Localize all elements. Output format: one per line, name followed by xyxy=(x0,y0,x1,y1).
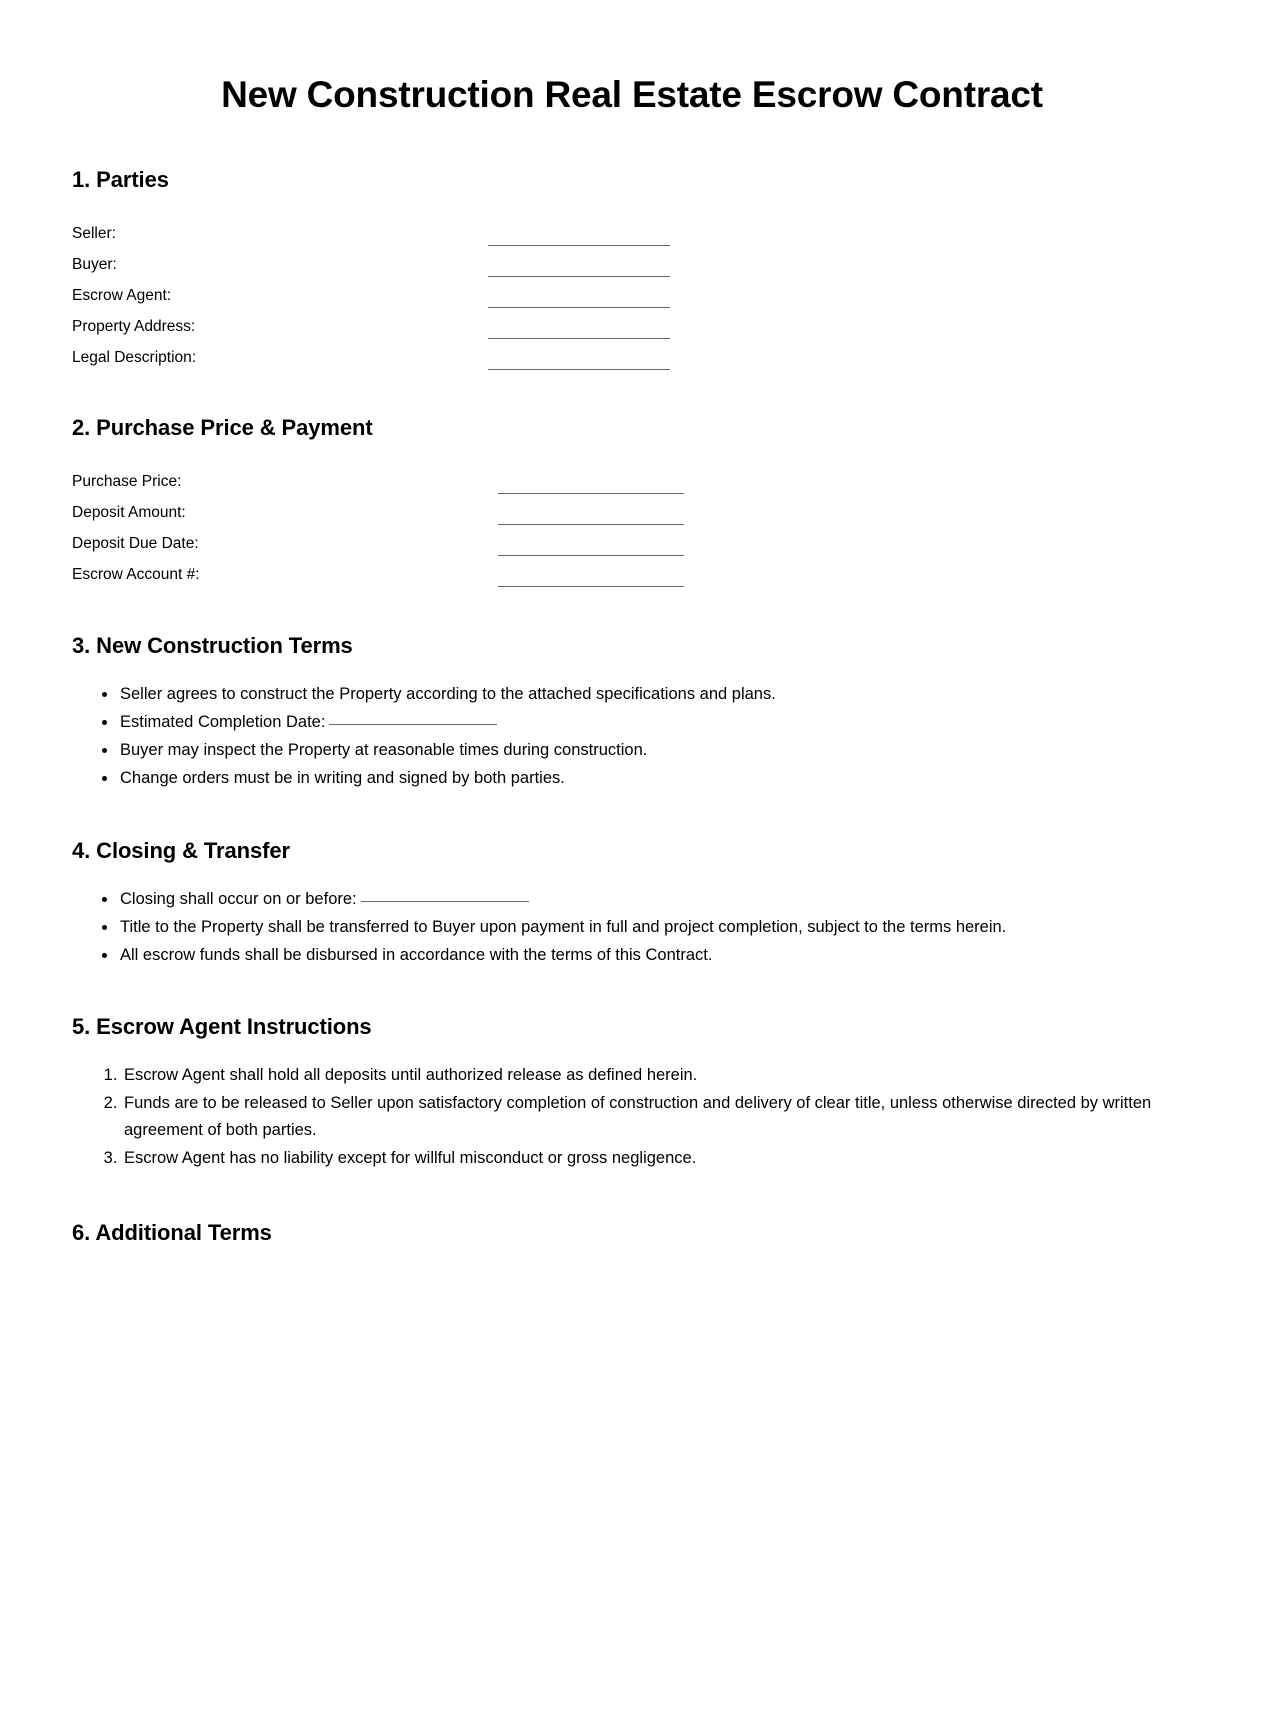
field-row-seller xyxy=(72,218,1192,249)
inline-blank-estimated-completion-date[interactable] xyxy=(329,724,497,725)
field-row-escrow-agent xyxy=(72,280,1192,311)
list-item xyxy=(118,681,1192,708)
field-row-purchase-price xyxy=(72,466,1192,497)
field-row-legal-description xyxy=(72,342,1192,373)
list-item xyxy=(118,914,1192,941)
field-label-buyer: Buyer: xyxy=(72,255,117,273)
field-blank-buyer[interactable] xyxy=(488,276,670,277)
list-item xyxy=(118,886,1192,913)
list-item-text: Title to the Property shall be transferred to Buyer upon payment in full and project completion, subject to the terms herein. xyxy=(120,917,1007,936)
field-label-seller: Seller: xyxy=(72,224,116,242)
page-title: New Construction Real Estate Escrow Contract xyxy=(221,74,1043,115)
section-heading-purchase-price-payment: 2. Purchase Price & Payment xyxy=(72,414,373,440)
closing-transfer-list xyxy=(72,864,1192,969)
list-item xyxy=(118,737,1192,764)
purchase-field-list xyxy=(72,441,1192,590)
field-blank-deposit-amount[interactable] xyxy=(498,524,684,525)
field-label-legal-description: Legal Description: xyxy=(72,348,197,366)
section-heading-new-construction-terms: 3. New Construction Terms xyxy=(72,632,353,658)
list-item-text: Closing shall occur on or before: xyxy=(120,889,357,908)
parties-field-list xyxy=(72,193,1192,373)
list-item-text: Buyer may inspect the Property at reasonable times during construction. xyxy=(120,740,648,759)
field-blank-property-address[interactable] xyxy=(488,338,670,339)
new-construction-terms-list xyxy=(72,659,1192,792)
field-row-deposit-due-date xyxy=(72,528,1192,559)
field-row-property-address xyxy=(72,311,1192,342)
field-label-property-address: Property Address: xyxy=(72,317,196,335)
list-item-text: Escrow Agent shall hold all deposits until authorized release as defined herein. xyxy=(124,1065,698,1084)
field-blank-legal-description[interactable] xyxy=(488,369,670,370)
field-blank-seller[interactable] xyxy=(488,245,670,246)
field-blank-escrow-account-number[interactable] xyxy=(498,586,684,587)
field-label-deposit-amount: Deposit Amount: xyxy=(72,503,186,521)
inline-blank-closing-date[interactable] xyxy=(361,901,529,902)
list-item xyxy=(118,942,1192,969)
list-item xyxy=(122,1145,1192,1172)
list-item xyxy=(118,709,1192,736)
field-label-escrow-agent: Escrow Agent: xyxy=(72,286,172,304)
list-item-text: Estimated Completion Date: xyxy=(120,712,326,731)
field-row-deposit-amount xyxy=(72,497,1192,528)
field-row-escrow-account-number xyxy=(72,559,1192,590)
section-heading-parties: 1. Parties xyxy=(72,166,169,192)
document-body xyxy=(72,0,1192,1246)
field-row-buyer xyxy=(72,249,1192,280)
list-item xyxy=(122,1062,1192,1089)
section-heading-closing-transfer: 4. Closing & Transfer xyxy=(72,837,290,863)
field-label-deposit-due-date: Deposit Due Date: xyxy=(72,534,199,552)
section-heading-escrow-agent-instructions: 5. Escrow Agent Instructions xyxy=(72,1013,372,1039)
list-item-text: Escrow Agent has no liability except for willful misconduct or gross negligence. xyxy=(124,1148,697,1167)
list-item-text: Seller agrees to construct the Property according to the attached specifications and plans. xyxy=(120,684,776,703)
list-item-text: Funds are to be released to Seller upon satisfactory completion of construction and delivery of clear title, unless otherwise directed by written agreement of both parties. xyxy=(124,1093,1152,1139)
list-item-text: All escrow funds shall be disbursed in accordance with the terms of this Contract. xyxy=(120,945,713,964)
field-blank-deposit-due-date[interactable] xyxy=(498,555,684,556)
list-item xyxy=(118,765,1192,792)
field-blank-purchase-price[interactable] xyxy=(498,493,684,494)
list-item-text: Change orders must be in writing and signed by both parties. xyxy=(120,768,565,787)
field-label-escrow-account-number: Escrow Account #: xyxy=(72,565,200,583)
field-blank-escrow-agent[interactable] xyxy=(488,307,670,308)
section-heading-additional-terms: 6. Additional Terms xyxy=(72,1219,272,1245)
list-item xyxy=(122,1090,1192,1144)
field-label-purchase-price: Purchase Price: xyxy=(72,472,182,490)
escrow-agent-instructions-list xyxy=(72,1040,1192,1172)
